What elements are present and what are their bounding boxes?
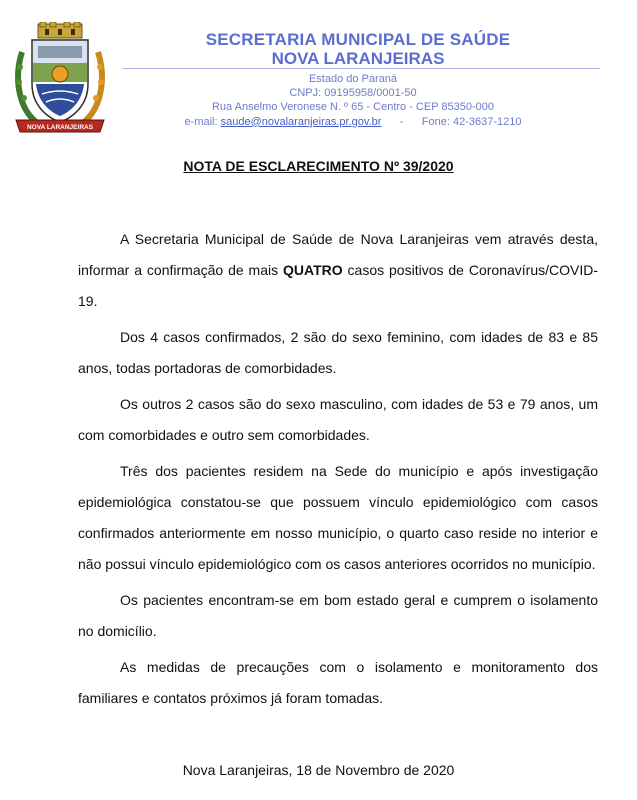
document-title: NOTA DE ESCLARECIMENTO Nº 39/2020: [183, 158, 454, 174]
document-body: [78, 224, 598, 719]
org-name-line2: NOVA LARANJEIRAS: [271, 49, 445, 68]
email-phone-line: [118, 115, 588, 129]
state-line: Estado do Paraná: [308, 73, 398, 85]
paragraph-4: Três dos pacientes residem na Sede do município e após investigação epidemiológica constatou-se que possuem vínculo epidemiológico com casos confirmados anteriormente em nosso município, o quarto caso reside no interior e não possui vínculo epidemiológico com os casos anteriores ocorridos no município.: [78, 463, 598, 572]
org-name-line1: SECRETARIA MUNICIPAL DE SAÚDE: [205, 30, 511, 49]
paragraph-1: [78, 224, 598, 317]
paragraph-5: Os pacientes encontram-se em bom estado geral e cumprem o isolamento no domicílio.: [78, 592, 598, 639]
separator: -: [399, 115, 404, 128]
paragraph-6: As medidas de precauções com o isolamento e monitoramento dos familiares e contatos próximos já foram tomadas.: [78, 659, 598, 706]
paragraph-1-text: A Secretaria Municipal de Saúde de Nova Laranjeiras vem através desta, informar a confirmação de mais: [78, 231, 598, 278]
email-label: e-mail:: [184, 115, 218, 128]
header-divider: [122, 68, 600, 69]
paragraph-2: Dos 4 casos confirmados, 2 são do sexo feminino, com idades de 83 e 85 anos, todas portadoras de comorbidades.: [78, 329, 598, 376]
municipal-crest-logo: [12, 22, 108, 140]
email-link[interactable]: saude@novalaranjeiras.pr.gov.br: [220, 115, 382, 128]
contact-block: [118, 72, 588, 129]
paragraph-1-bold: QUATRO: [283, 262, 343, 278]
svg-text:NOVA LARANJEIRAS: NOVA LARANJEIRAS: [26, 124, 94, 131]
place-date: Nova Laranjeiras, 18 de Novembro de 2020: [182, 762, 455, 778]
letterhead: [118, 30, 598, 68]
phone-text: Fone: 42-3637-1210: [421, 115, 522, 128]
paragraph-1-text-end: casos positivos de Coronavírus/COVID-19.: [78, 262, 598, 309]
address-line: Rua Anselmo Veronese N. º 65 - Centro - CEP 85350-000: [211, 101, 495, 114]
cnpj-line: CNPJ: 09195958/0001-50: [289, 87, 417, 100]
paragraph-3: Os outros 2 casos são do sexo masculino, com idades de 53 e 79 anos, um com comorbidades e outro sem comorbidades.: [78, 396, 598, 443]
